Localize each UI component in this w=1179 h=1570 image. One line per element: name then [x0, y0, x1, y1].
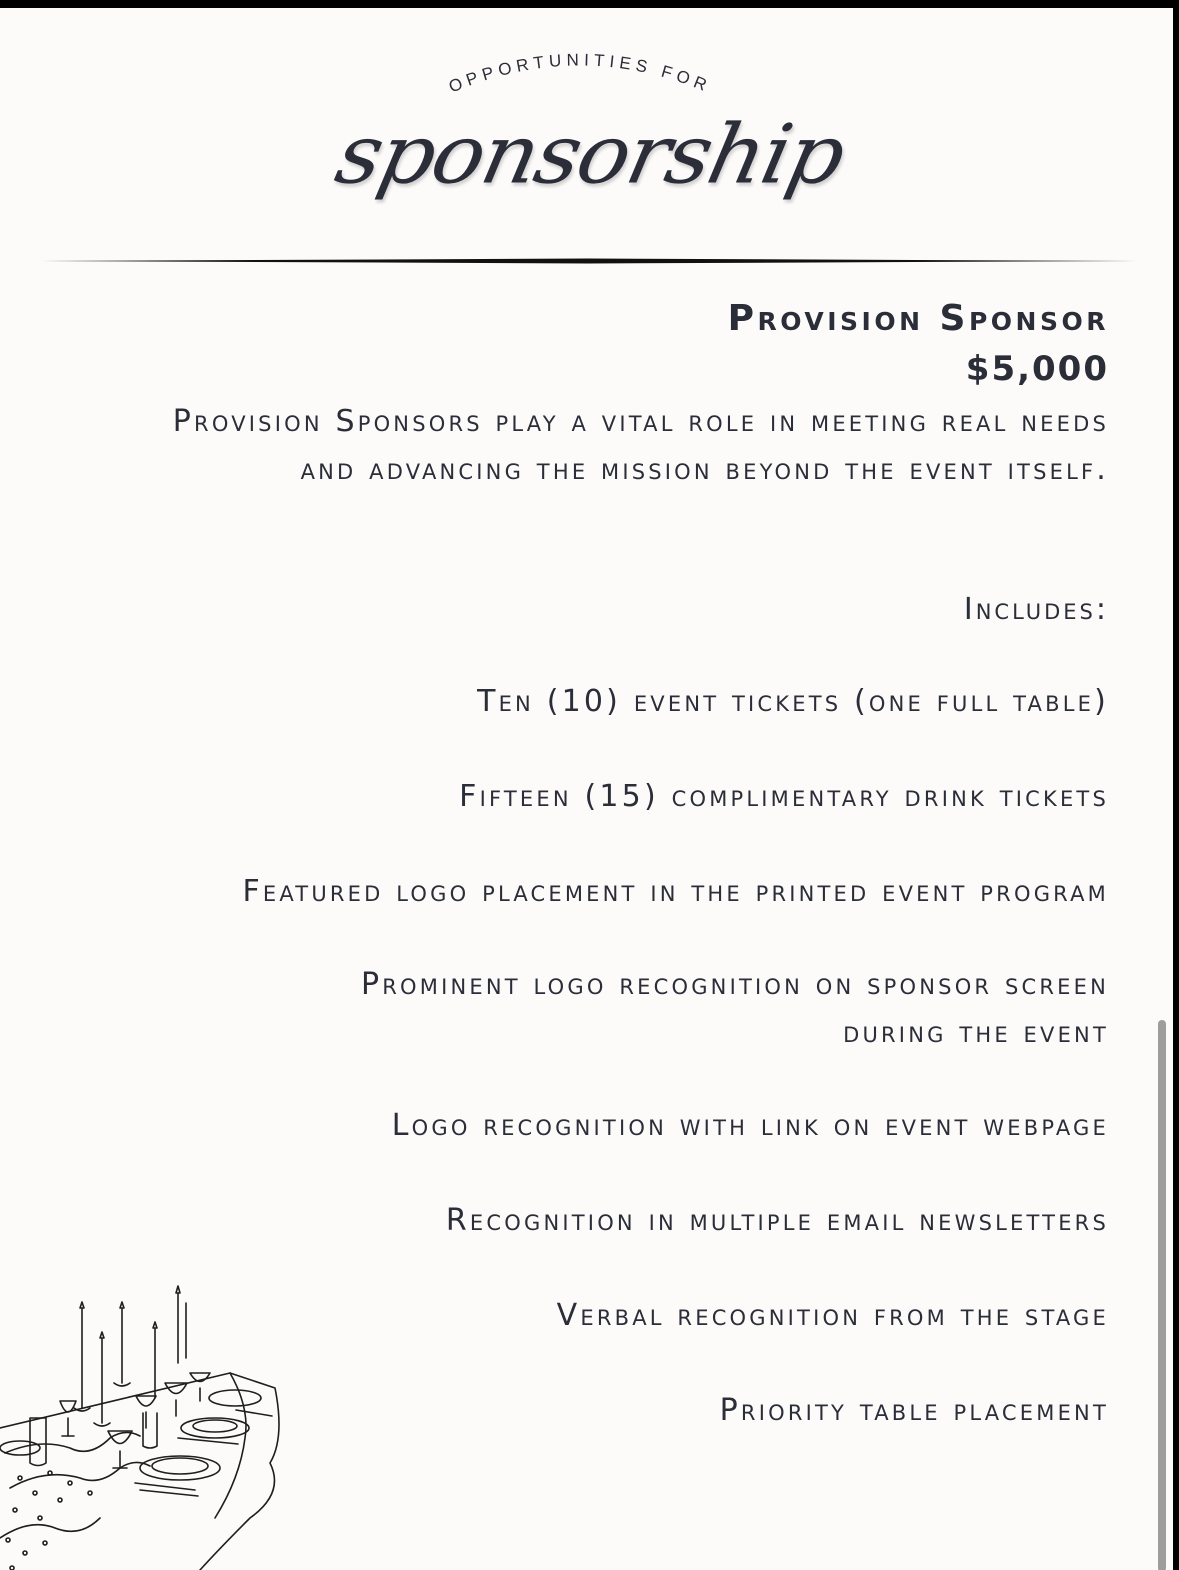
benefit-item: Verbal recognition from the stage — [556, 1298, 1109, 1333]
tier-price: $5,000 — [965, 349, 1109, 389]
arc-heading-text: OPPORTUNITIES FOR — [446, 50, 714, 97]
dinner-table-sketch-icon — [0, 1278, 300, 1570]
benefit-item: Fifteen (15) complimentary drink tickets — [459, 779, 1109, 814]
tier-name: Provision Sponsor — [727, 298, 1109, 339]
benefit-item: Recognition in multiple email newsletters — [445, 1203, 1109, 1238]
benefit-item: Ten (10) event tickets (one full table) — [477, 684, 1109, 719]
script-title: sponsorship — [328, 107, 852, 203]
scrollbar[interactable] — [1158, 1020, 1166, 1570]
benefit-item: Featured logo placement in the printed event program — [242, 874, 1109, 909]
tier-description: Provision Sponsors play a vital role in meeting real needs and advancing the mission beyond the event itself. — [172, 404, 1109, 487]
includes-label: Includes: — [963, 592, 1109, 627]
benefit-item: Logo recognition with link on event webpage — [391, 1108, 1109, 1143]
benefit-item: Prominent logo recognition on sponsor screen during the event — [360, 967, 1109, 1050]
sponsorship-page — [0, 8, 1173, 1570]
benefit-item: Priority table placement — [719, 1393, 1109, 1428]
divider — [40, 258, 1137, 264]
